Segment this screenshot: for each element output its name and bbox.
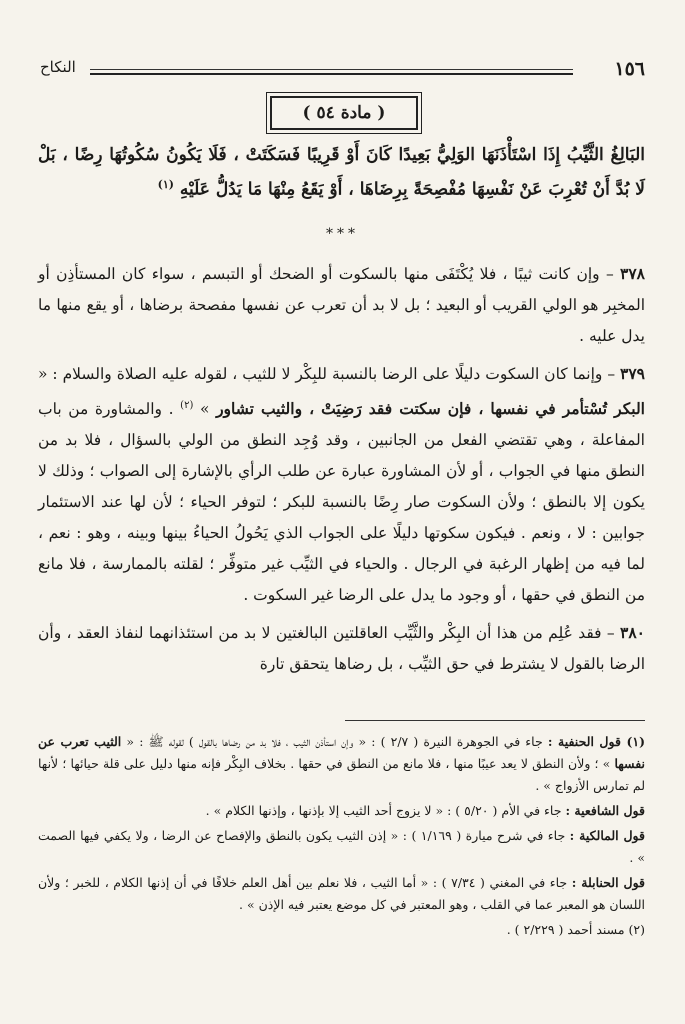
page-header <box>40 58 645 82</box>
commentary <box>38 258 645 680</box>
paragraph-text: – وإنما كان السكوت دليلًا على الرضا بالنسبة للبِكْر لا للثيب ، لقوله عليه الصلاة والسلام : « <box>38 365 616 383</box>
footnote-ref-1: (١) <box>157 178 174 191</box>
footnote-text: جاء في الجوهرة النيرة ( ٢/٧ ) : « وإن استأذن الثيب ، فلا بد من رضاها بالقول ) لقوله ﷺ : « <box>126 734 543 749</box>
footnote-heading: قول الحنابلة : <box>571 875 645 890</box>
footnote-heading: قول المالكية : <box>569 828 645 843</box>
footnote-divider <box>345 720 645 721</box>
footnote-heading: (١) قول الحنفية : <box>547 734 646 749</box>
header-rule-thick <box>90 73 573 75</box>
paragraph-number: ٣٧٩ <box>620 364 645 383</box>
footnote-text: (٢) مسند أحمد ( ٢/٢٢٩ ) . <box>506 922 645 937</box>
article-label-box <box>270 96 418 130</box>
paragraph-text: – فقد عُلِم من هذا أن البِكْر والثَّيِّب العاقلتين البالغتين لا بد من استئذانهما لنفاذ العقد ، وأن الرضا بالقول لا يشترط في حق الثيِّب ، بل رضاها يتحقق تارة <box>38 624 645 674</box>
header-rule-thin <box>90 69 573 70</box>
footnote-1-shafii <box>38 800 645 822</box>
footnote-text: جاء في شرح ميارة ( ١/١٦٩ ) : « إذن الثيب يكون بالنطق والإفصاح عن الرضا ، ولا يكفي فيها الصمت » . <box>38 828 645 865</box>
footnote-hadith: الثيب تعرب عن نفسها <box>38 734 645 771</box>
footnote-text-cont: » ؛ ولأن النطق لا يعد عيبًا منها ، فلا مانع من النطق في حقها . بخلاف البِكْر فإنه منها دليل على قلة حيائها ؛ لأنها لم تمارس الأزواج » . <box>38 756 645 793</box>
paragraph-380 <box>38 617 645 680</box>
paragraph-number: ٣٧٨ <box>620 264 645 283</box>
paragraph-379 <box>38 358 645 611</box>
hadith-quote: البكر تُسْتأمر في نفسها ، فإن سكتت فقد رَضِيَتْ ، والثيب تشاور <box>216 399 645 419</box>
footnote-text: جاء في الأم ( ٥/٢٠ ) : « لا يزوج أحد الثيب إلا بإذنها ، وإذنها الكلام » . <box>205 803 562 818</box>
paragraph-text-cont: . والمشاورة من باب المفاعلة ، وهي تقتضي الفعل من الجانبين ، وقد وُجِد النطق من الولي بالسؤال ، فلا بد من النطق منها في الجواب ، أو لأن المشاورة عبارة عن طلب الرأي بالإشارة إلى الصواب ؛ وذلك لا يكون إلا بالنطق ؛ ولأن السكوت صار رِضًا بالنسبة للبكر ؛ لتوفر الحياء ؛ لأن لها عند الاستئمار جوابين : لا ، ونعم . فيكون سكوتها دليلًا على الجواب الذي يَحُولُ الحياءُ بينها وبينه ، وهو : نعم ، لما فيه من إظهار الرغبة في الرجال . والحياء في الثيِّب غير متوفِّر ؛ لقلته بالممارسة ، فلا مانع من النطق في حقها ، أو وجود ما يدل على الرضا غير السكوت . <box>38 400 645 605</box>
legal-text <box>38 140 645 205</box>
paragraph-text: – وإن كانت ثيبًا ، فلا يُكْتَفَى منها بالسكوت أو الضحك أو التبسم ، سواء كان المستأذِن أو المخبِر هو الولي القريب أو البعيد ؛ بل لا بد أن تعرب عن نفسها مفصحة برضاها ، أو يقع منها ما يدل عليه . <box>38 265 645 345</box>
legal-text-body: البَالِغُ الثَّيِّبُ إِذَا اسْتَأْذَنَهَا الوَلِيُّ بَعِيدًا كَانَ أَوْ قَرِيبًا فَسَكَتَتْ ، فَلَا يَكُونُ سُكُوتُهَا رِضًا ، بَلْ لَا بُدَّ أَنْ تُعْرِبَ عَنْ نَفْسِهَا مُفْصِحَةً بِرِضَاهَا ، أَوْ يَقَعُ مِنْهَا مَا يَدُلُّ عَلَيْهِ <box>38 145 645 200</box>
footnote-1-maliki <box>38 825 645 869</box>
paragraph-378 <box>38 258 645 352</box>
footnote-1-hanbali <box>38 872 645 916</box>
running-title: النكاح <box>40 58 76 76</box>
page-number: ١٥٦ <box>614 58 645 80</box>
footnote-ref-2: (٢) <box>180 400 194 411</box>
footnote-heading: قول الشافعية : <box>565 803 645 818</box>
footnote-1-hanafi <box>38 731 645 797</box>
footnote-text: جاء في المغني ( ٧/٣٤ ) : « أما الثيب ، فلا نعلم بين أهل العلم خلافًا في أن إذنها الكلام ، للخبر ؛ ولأن اللسان هو المعبر عما في القلب ، وهو المعتبر في كل موضع يعتبر فيه الإذن » . <box>38 875 645 912</box>
footnote-2 <box>38 919 645 941</box>
article-label: ( مادة ٥٤ ) <box>302 103 386 123</box>
quote-close: » <box>199 400 210 419</box>
paragraph-number: ٣٨٠ <box>620 623 645 643</box>
section-separator: *** <box>326 226 359 242</box>
footnotes <box>38 731 645 941</box>
